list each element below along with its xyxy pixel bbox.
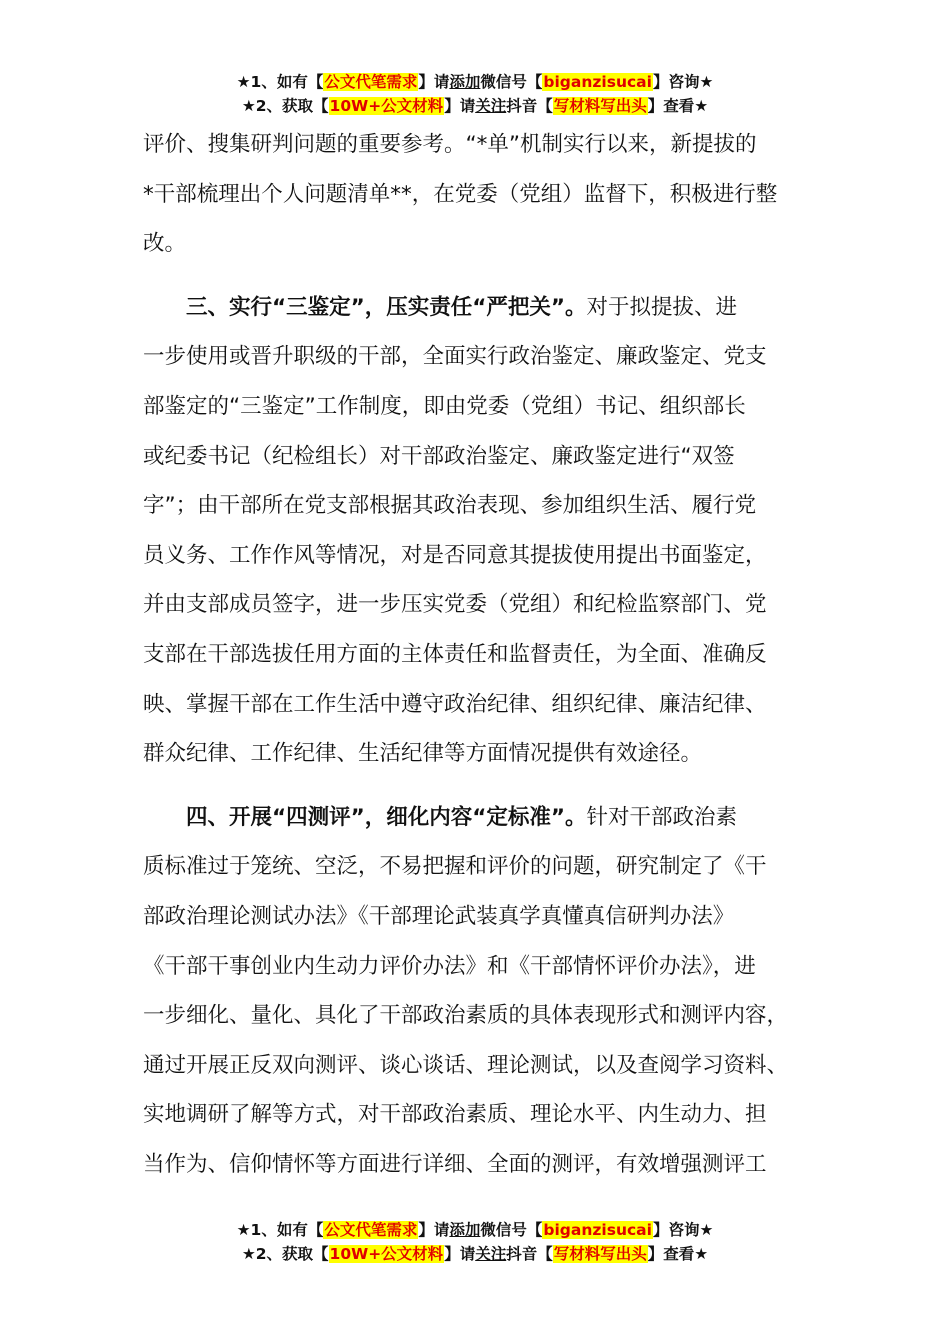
text-line: 《干部干事创业内生动力评价办法》和《干部情怀评价办法》，进 <box>143 953 756 979</box>
text-line: 当作为、信仰情怀等方面进行详细、全面的测评，有效增强测评工 <box>143 1151 767 1177</box>
text-line: 群众纪律、工作纪律、生活纪律等方面情况提供有效途径。 <box>143 741 703 767</box>
banner-text: ★1、如有【 <box>236 73 324 91</box>
text-line: 映、掌握干部在工作生活中遵守政治纪律、组织纪律、廉洁纪律、 <box>143 691 767 717</box>
section-heading: 三、实行“三鉴定”，压实责任“严把关”。 <box>186 294 587 320</box>
text-line: 部鉴定的“三鉴定”工作制度，即由党委（党组）书记、组织部长 <box>143 393 746 419</box>
banner-underline: 添加 <box>449 1221 481 1239</box>
text-line: 支部在干部选拔任用方面的主体责任和监督责任，为全面、准确反 <box>143 641 767 667</box>
text-line: 质标准过于笼统、空泛，不易把握和评价的问题，研究制定了《干 <box>143 854 767 880</box>
banner-highlight: 公文代笔需求 <box>324 73 418 91</box>
banner-underline: 添加 <box>449 73 481 91</box>
text-line: 一步使用或晋升职级的干部，全面实行政治鉴定、廉政鉴定、党支 <box>143 344 767 370</box>
text-line: 员义务、工作作风等情况，对是否同意其提拔使用提出书面鉴定， <box>143 542 767 568</box>
paragraph <box>143 120 833 269</box>
banner-text: 微信号【 <box>480 1221 543 1239</box>
paragraph <box>143 793 833 1190</box>
banner-text: 】请 <box>444 1245 476 1263</box>
banner-text: 抖音【 <box>506 1245 553 1263</box>
banner-highlight: biganzisucai <box>543 1221 652 1239</box>
banner-text: 】请 <box>444 97 476 115</box>
banner-text: 】咨询★ <box>652 1221 714 1239</box>
banner-line-1 <box>0 1218 950 1242</box>
footer-banner <box>0 1218 950 1266</box>
banner-text: ★2、获取【 <box>241 97 329 115</box>
text-line: 评价、搜集研判问题的重要参考。“*单”机制实行以来，新提拔的 <box>143 132 757 157</box>
header-banner <box>0 70 950 118</box>
banner-text: ★1、如有【 <box>236 1221 324 1239</box>
banner-text: 】请 <box>418 73 450 91</box>
text-line: 通过开展正反双向测评、谈心谈话、理论测试，以及查阅学习资料、 <box>143 1052 789 1078</box>
banner-highlight: 10W+公文材料 <box>329 97 444 115</box>
text-line: 改。 <box>143 231 187 257</box>
banner-highlight: 10W+公文材料 <box>329 1245 444 1263</box>
banner-line-2 <box>0 94 950 118</box>
banner-text: 】请 <box>418 1221 450 1239</box>
section-heading: 四、开展“四测评”，细化内容“定标准”。 <box>186 804 587 830</box>
text-run: 对于拟提拔、进 <box>586 294 738 320</box>
text-line: 或纪委书记（纪检组长）对干部政治鉴定、廉政鉴定进行“双签 <box>143 443 735 469</box>
banner-highlight: 写材料写出头 <box>553 1245 647 1263</box>
banner-highlight: biganzisucai <box>543 73 652 91</box>
banner-line-2 <box>0 1242 950 1266</box>
text-line: 字”；由干部所在党支部根据其政治表现、参加组织生活、履行党 <box>143 493 757 519</box>
text-line <box>143 793 833 843</box>
banner-highlight: 写材料写出头 <box>553 97 647 115</box>
text-line <box>143 283 833 333</box>
text-line: *干部梳理出个人问题清单**，在党委（党组）监督下，积极进行整 <box>143 181 778 207</box>
text-line: 并由支部成员签字，进一步压实党委（党组）和纪检监察部门、党 <box>143 592 767 618</box>
text-line: 实地调研了解等方式，对干部政治素质、理论水平、内生动力、担 <box>143 1102 767 1128</box>
banner-text: 】查看★ <box>647 1245 709 1263</box>
banner-underline: 关注 <box>475 97 507 115</box>
banner-line-1 <box>0 70 950 94</box>
text-line: 部政治理论测试办法》《干部理论武装真学真懂真信研判办法》 <box>143 903 735 929</box>
text-line: 一步细化、量化、具化了干部政治素质的具体表现形式和测评内容， <box>143 1003 789 1029</box>
banner-text: 】查看★ <box>647 97 709 115</box>
paragraph <box>143 283 833 779</box>
document-body <box>143 120 833 1189</box>
banner-text: 】咨询★ <box>652 73 714 91</box>
banner-text: 抖音【 <box>506 97 553 115</box>
banner-underline: 关注 <box>475 1245 507 1263</box>
banner-text: ★2、获取【 <box>241 1245 329 1263</box>
banner-highlight: 公文代笔需求 <box>324 1221 418 1239</box>
banner-text: 微信号【 <box>480 73 543 91</box>
text-run: 针对干部政治素 <box>586 804 738 830</box>
